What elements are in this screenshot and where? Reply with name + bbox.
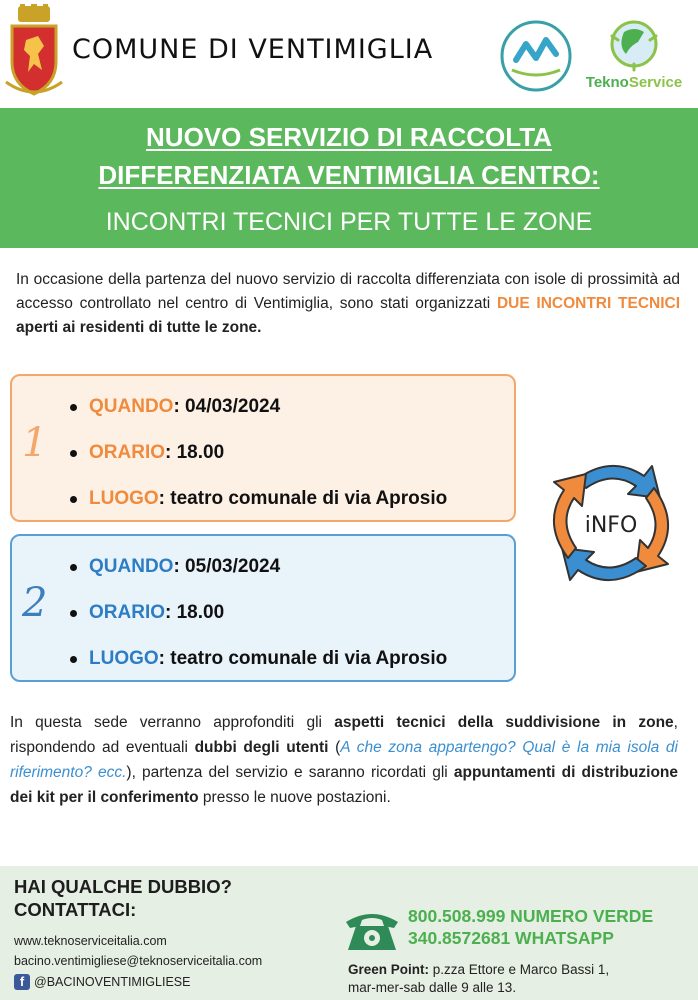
help-heading-line2: CONTATTACI:: [14, 899, 137, 920]
title-banner: [0, 108, 698, 248]
facebook-link[interactable]: f @BACINOVENTIMIGLIESE: [14, 974, 190, 990]
website-link[interactable]: www.teknoserviceitalia.com: [14, 934, 167, 948]
banner-title-line1: NUOVO SERVIZIO DI RACCOLTA: [146, 122, 552, 152]
email-link[interactable]: bacino.ventimigliese@teknoserviceitalia.com: [14, 954, 263, 968]
telephone-icon: [342, 906, 402, 952]
event-box-1: [10, 374, 516, 522]
event-time: ORARIO : 18.00: [70, 590, 447, 636]
event-when: QUANDO : 05/03/2024: [70, 544, 447, 590]
intro-highlight: DUE INCONTRI TECNICI: [496, 295, 681, 312]
page-header: [0, 0, 698, 108]
green-point-hours: mar-mer-sab dalle 9 alle 13.: [348, 980, 517, 995]
teknoservice-globe-icon: [578, 16, 690, 76]
bacino-ventimigliese-logo: [498, 18, 574, 94]
help-heading-line1: HAI QUALCHE DUBBIO?: [14, 876, 232, 897]
event-number: 1: [22, 420, 48, 466]
facebook-icon: f: [14, 974, 30, 990]
whatsapp-number[interactable]: 340.8572681 WHATSAPP: [408, 928, 614, 948]
comune-title: COMUNE DI VENTIMIGLIA: [72, 34, 434, 65]
event-when: QUANDO : 04/03/2024: [70, 384, 447, 430]
banner-subtitle: INCONTRI TECNICI PER TUTTE LE ZONE: [105, 208, 593, 236]
ventimiglia-crest-logo: [4, 4, 64, 100]
teknoservice-logo: [578, 16, 690, 96]
teknoservice-wordmark: TeknoService: [585, 74, 683, 91]
green-point-address: Green Point: p.zza Ettore e Marco Bassi 1,: [348, 962, 610, 977]
banner-title-line2: DIFFERENZIATA VENTIMIGLIA CENTRO:: [98, 160, 600, 190]
info-icon-label: iNFO: [584, 513, 638, 538]
contact-footer: [0, 866, 698, 1000]
intro-paragraph: In occasione della partenza del nuovo servizio di raccolta differenziata con isole di prossimità ad accesso controllato nel centro di Ventimiglia, sono stati organizzati DUE INCONTRI TECNICI aperti ai residenti di tutte le zone.: [16, 271, 681, 336]
event-time: ORARIO : 18.00: [70, 430, 447, 476]
event-place: LUOGO : teatro comunale di via Aprosio: [70, 476, 447, 522]
body-paragraph: In questa sede verranno approfonditi gli aspetti tecnici della suddivisione in zone, rispondendo ad eventuali dubbi degli utenti (A che zona appartengo? Qual è la mia isola di riferimento? ecc.), partenza del servizio e saranno ricordati gli appuntamenti di distribuzione dei kit per il conferimento presso le nuove postazioni.: [10, 714, 678, 806]
info-cycle-icon: [536, 448, 686, 598]
toll-free-number[interactable]: 800.508.999 NUMERO VERDE: [408, 906, 654, 926]
event-place: LUOGO : teatro comunale di via Aprosio: [70, 636, 447, 682]
event-number: 2: [22, 580, 48, 626]
event-box-2: [10, 534, 516, 682]
